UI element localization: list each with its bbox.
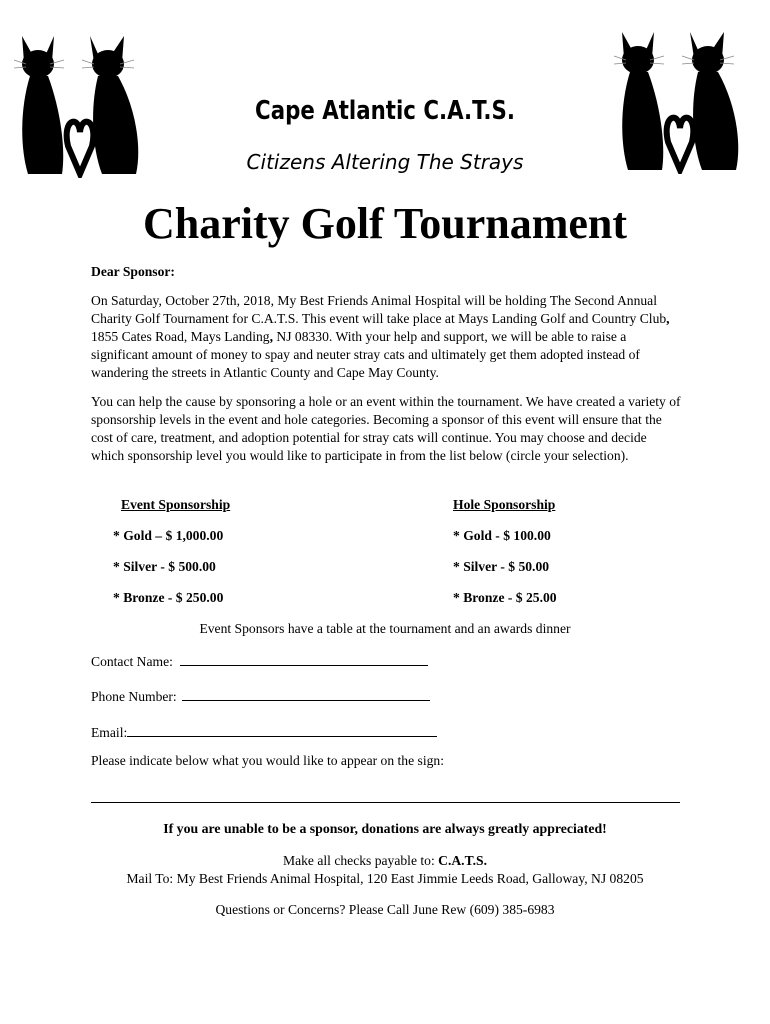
checks-payable-label: Make all checks payable to: [283, 853, 439, 868]
event-level-silver: * Silver - $ 500.00 [113, 559, 216, 574]
hole-level-gold: * Gold - $ 100.00 [453, 528, 551, 543]
checks-payee: C.A.T.S. [438, 853, 487, 868]
intro-paragraph [91, 292, 681, 382]
intro-paragraph-part-c: NJ 08330. With your help and support, we will be able to raise a significant amount of money to spay and neuter stray cats and ultimately get them adopted instead of wandering the streets in Atlantic County and Cape May County. [91, 329, 640, 380]
event-level-bronze: * Bronze - $ 250.00 [113, 590, 224, 605]
contact-name-label: Contact Name: [91, 654, 173, 669]
sponsorship-paragraph: You can help the cause by sponsoring a hole or an event within the tournament. We have created a variety of sponsorship levels in the event and hole categories. Becoming a sponsor of this event will ensure that the cost of care, treatment, and adoption potential for stray cats will continue. You may choose and decide which sponsorship level you would like to participate in from the list below (circle your selection). [91, 394, 681, 463]
phone-number-row [91, 686, 430, 705]
organization-tagline: Citizens Altering The Strays [246, 150, 524, 174]
organization-name: Cape Atlantic C.A.T.S. [255, 96, 515, 126]
contact-phone-line: Questions or Concerns? Please Call June Rew (609) 385-6983 [215, 902, 555, 917]
donation-note: If you are unable to be a sponsor, donations are always greatly appreciated! [163, 821, 607, 836]
mailing-address: Mail To: My Best Friends Animal Hospital, 120 East Jimmie Leeds Road, Galloway, NJ 08205 [126, 871, 644, 886]
contact-name-field[interactable] [180, 651, 428, 666]
checks-payable-line [0, 853, 770, 869]
intro-paragraph-part-a: On Saturday, October 27th, 2018, My Best Friends Animal Hospital will be holding The Second Annual Charity Golf Tournament for C.A.T.S. This event will take place at Mays Landing Golf and Country Club [91, 293, 667, 326]
contact-name-row [91, 651, 428, 670]
email-label: Email: [91, 725, 128, 740]
phone-number-field[interactable] [182, 686, 430, 701]
sign-text-field[interactable] [91, 802, 680, 803]
event-sponsorship-heading: Event Sponsorship [121, 497, 231, 512]
hole-sponsorship-heading: Hole Sponsorship [453, 497, 556, 512]
intro-comma-2: , [269, 329, 273, 344]
greeting: Dear Sponsor: [91, 264, 175, 279]
hole-level-bronze: * Bronze - $ 25.00 [453, 590, 557, 605]
hole-level-silver: * Silver - $ 50.00 [453, 559, 550, 574]
intro-paragraph-part-b: 1855 Cates Road, Mays Landing [91, 329, 270, 344]
intro-comma-1: , [666, 311, 670, 326]
event-sponsor-note: Event Sponsors have a table at the tournament and an awards dinner [199, 621, 571, 636]
page-title: Charity Golf Tournament [142, 199, 628, 248]
email-row [91, 722, 437, 741]
sign-text-prompt: Please indicate below what you would like to appear on the sign: [91, 753, 444, 768]
phone-number-label: Phone Number: [91, 689, 177, 704]
email-field[interactable] [127, 722, 437, 737]
event-level-gold: * Gold – $ 1,000.00 [113, 528, 224, 543]
